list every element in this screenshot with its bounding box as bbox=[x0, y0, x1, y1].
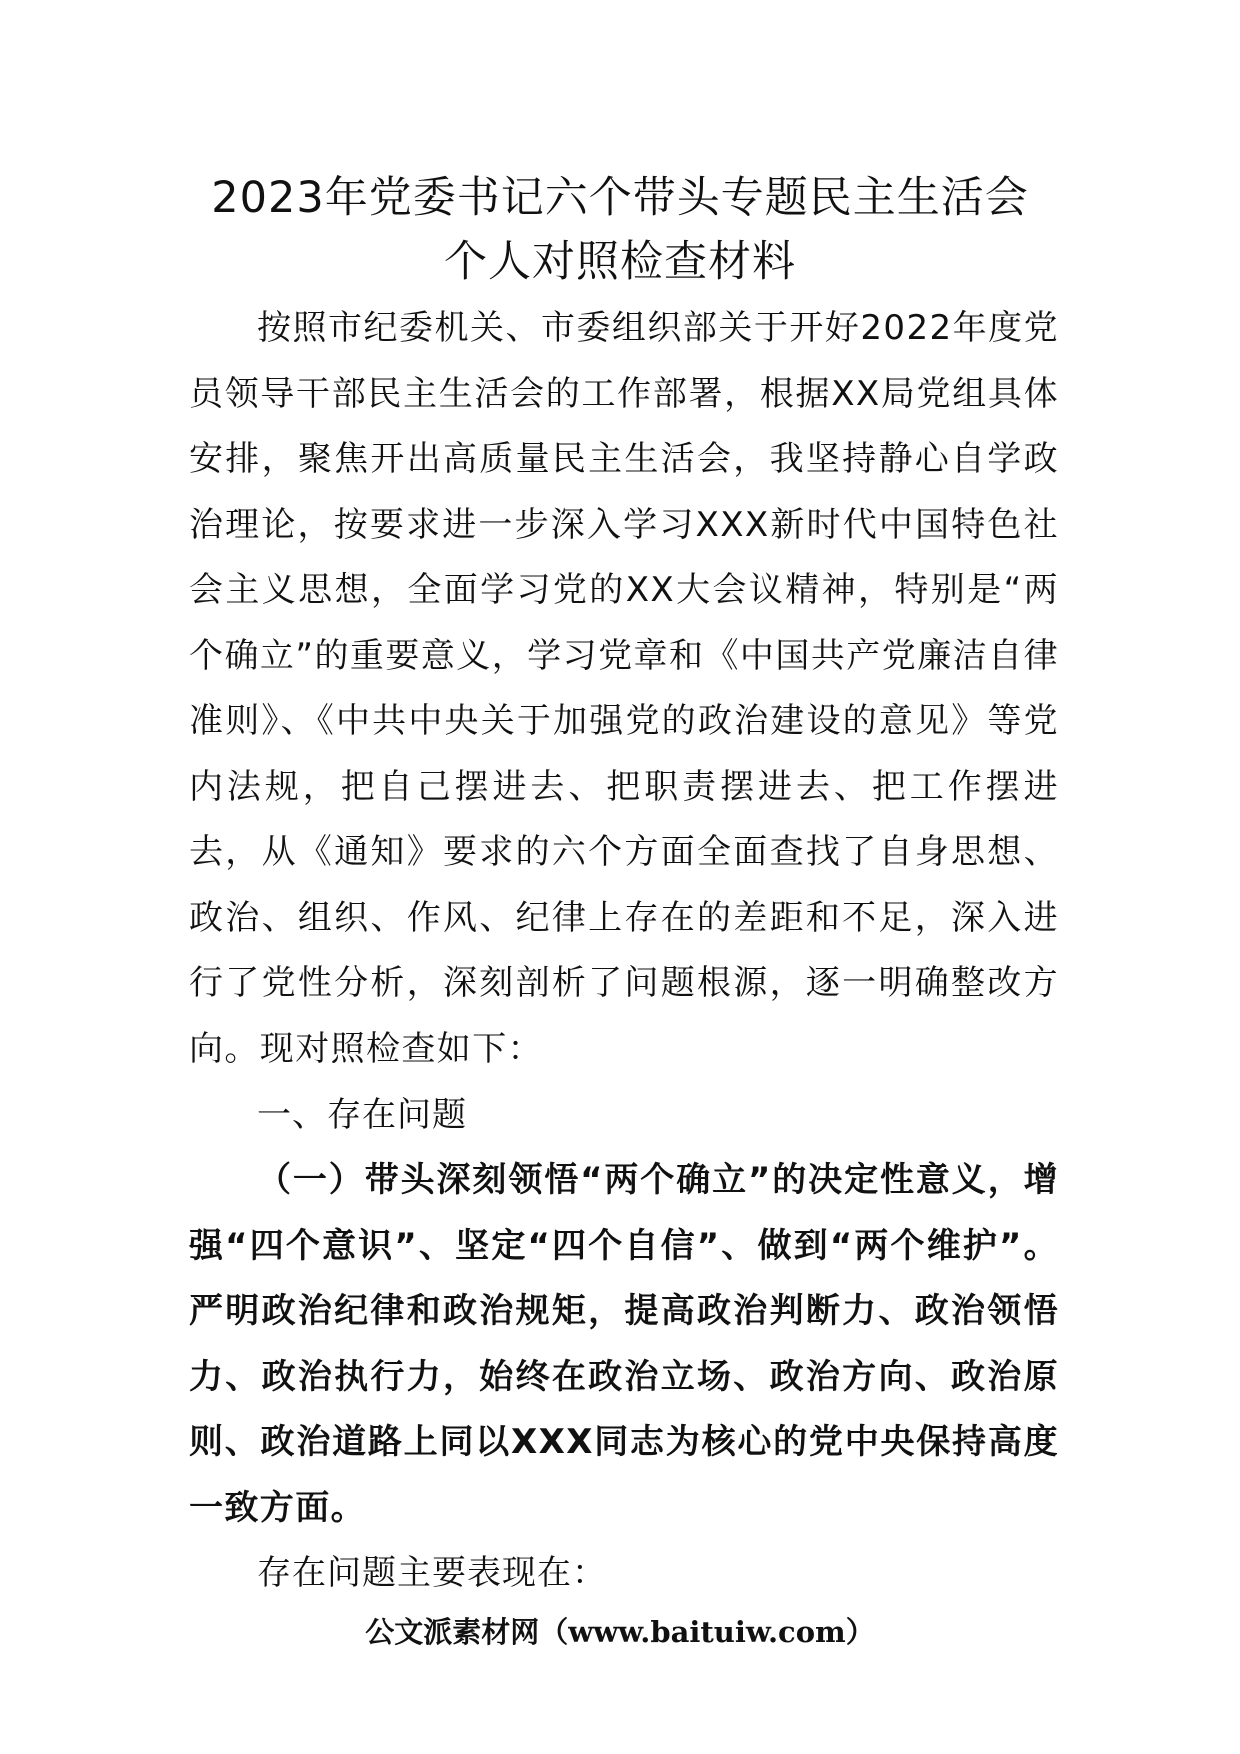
footer-watermark: 公文派素材网（www.baituiw.com） bbox=[365, 1615, 875, 1649]
intro-paragraph: 按照市纪委机关、市委组织部关于开好2022年度党员领导干部民主生活会的工作部署，根据XX局党组具体安排，聚焦开出高质量民主生活会，我坚持静心自学政治理论，按要求进一步深入学习XXX新时代中国特色社会主义思想，全面学习党的XX大会议精神，特别是“两个确立”的重要意义，学习党章和《中国共产党廉洁自律准则》、《中共中央关于加强党的政治建设的意见》等党内法规，把自己摆进去、把职责摆进去、把工作摆进去，从《通知》要求的六个方面全面查找了自身思想、政治、组织、作风、纪律上存在的差距和不足，深入进行了党性分析，深刻剖析了问题根源，逐一明确整改方向。现对照检查如下： bbox=[189, 308, 1059, 1069]
section-heading: 一、存在问题 bbox=[257, 1095, 467, 1135]
problems-intro: 存在问题主要表现在： bbox=[257, 1553, 607, 1593]
document-title-line-2: 个人对照检查材料 bbox=[444, 237, 796, 287]
subsection-heading: （一）带头深刻领悟“两个确立”的决定性意义，增强“四个意识”、坚定“四个自信”、做到“两个维护”。严明政治纪律和政治规矩，提高政治判断力、政治领悟力、政治执行力，始终在政治立场、政治方向、政治原则、政治道路上同以XXX同志为核心的党中央保持高度一致方面。 bbox=[189, 1160, 1059, 1528]
document-title-line-1: 2023年党委书记六个带头专题民主生活会 bbox=[211, 173, 1029, 223]
